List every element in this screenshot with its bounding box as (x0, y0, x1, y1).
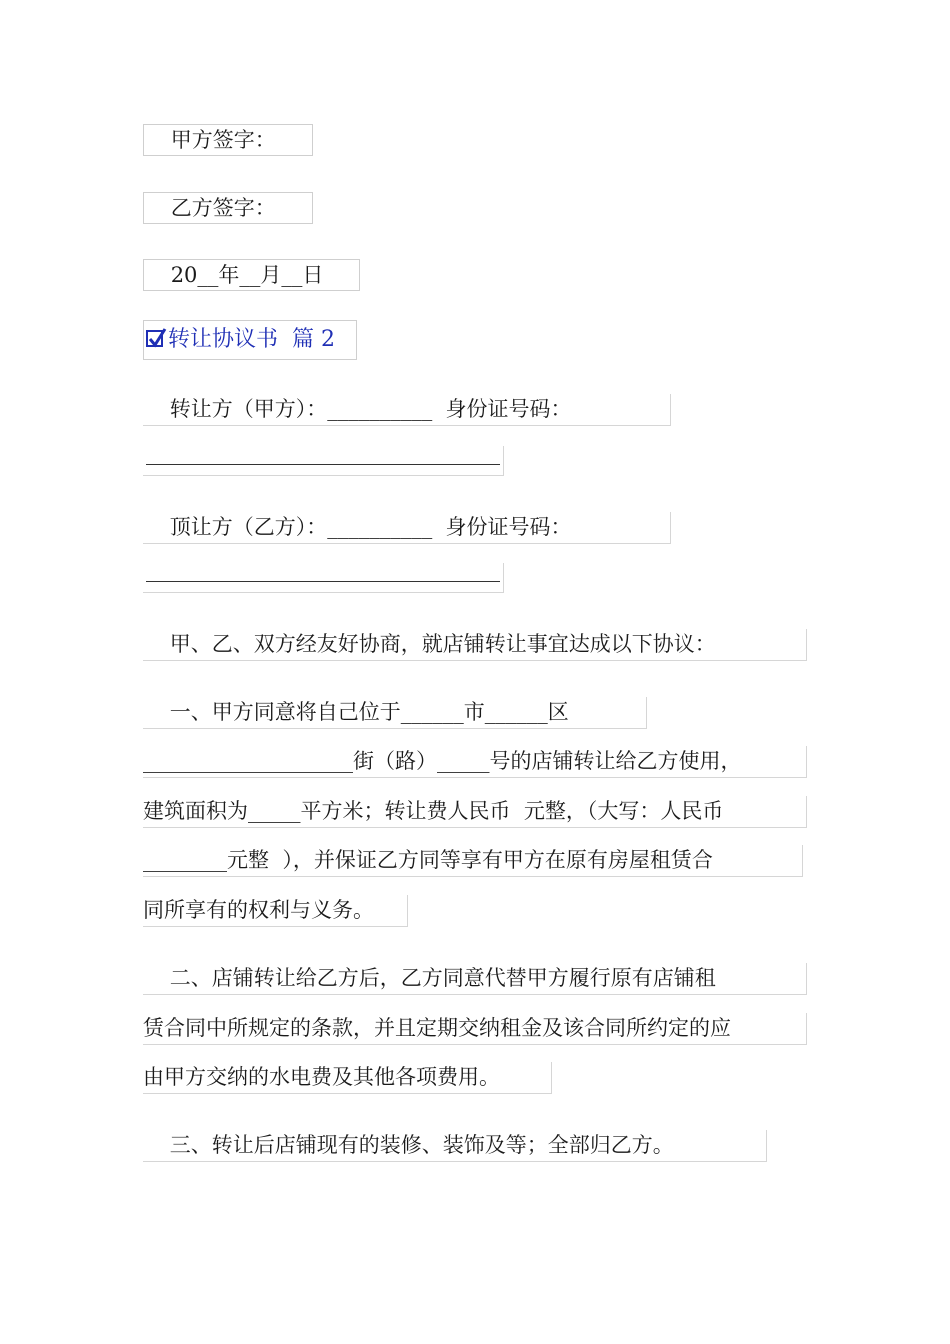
clause-2-line-2: 赁合同中所规定的条款，并且定期交纳租金及该合同所约定的应 (143, 1013, 807, 1045)
check-box-icon (146, 330, 163, 347)
clause-2-line-3: 由甲方交纳的水电费及其他各项费用。 (143, 1062, 552, 1094)
transferor-line: 转让方（甲方）：__________ 身份证号码： (143, 394, 671, 426)
transferee-line: 顶让方（乙方）：__________ 身份证号码： (143, 512, 671, 544)
section-heading (143, 320, 357, 360)
transferor-id-field (143, 446, 504, 476)
blank-underline (146, 464, 500, 465)
signature-date: 20__年__月__日 (143, 259, 360, 291)
transferee-id-field (143, 563, 504, 593)
clause-1-line-1: 一、甲方同意将自己位于______市______区 (143, 697, 647, 729)
clause-1-line-3: 建筑面积为_____平方米；转让费人民币 元整，（大写：人民币 (143, 796, 807, 828)
section-title: 转让协议书 篇 2 (168, 327, 335, 352)
clause-1-line-2: ____________________街（路）_____号的店铺转让给乙方使用， (143, 746, 807, 778)
clause-1-line-5: 同所享有的权利与义务。 (143, 895, 408, 927)
party-b-signature: 乙方签字： (143, 192, 313, 224)
blank-underline (146, 581, 500, 582)
clause-1-line-4: ________元整 ），并保证乙方同等享有甲方在原有房屋租赁合 (143, 845, 803, 877)
clause-3-line: 三、转让后店铺现有的装修、装饰及等；全部归乙方。 (143, 1130, 767, 1162)
clause-2-line-1: 二、店铺转让给乙方后，乙方同意代替甲方履行原有店铺租 (143, 963, 807, 995)
intro-paragraph: 甲、乙、双方经友好协商，就店铺转让事宜达成以下协议： (143, 629, 807, 661)
party-a-signature: 甲方签字： (143, 124, 313, 156)
